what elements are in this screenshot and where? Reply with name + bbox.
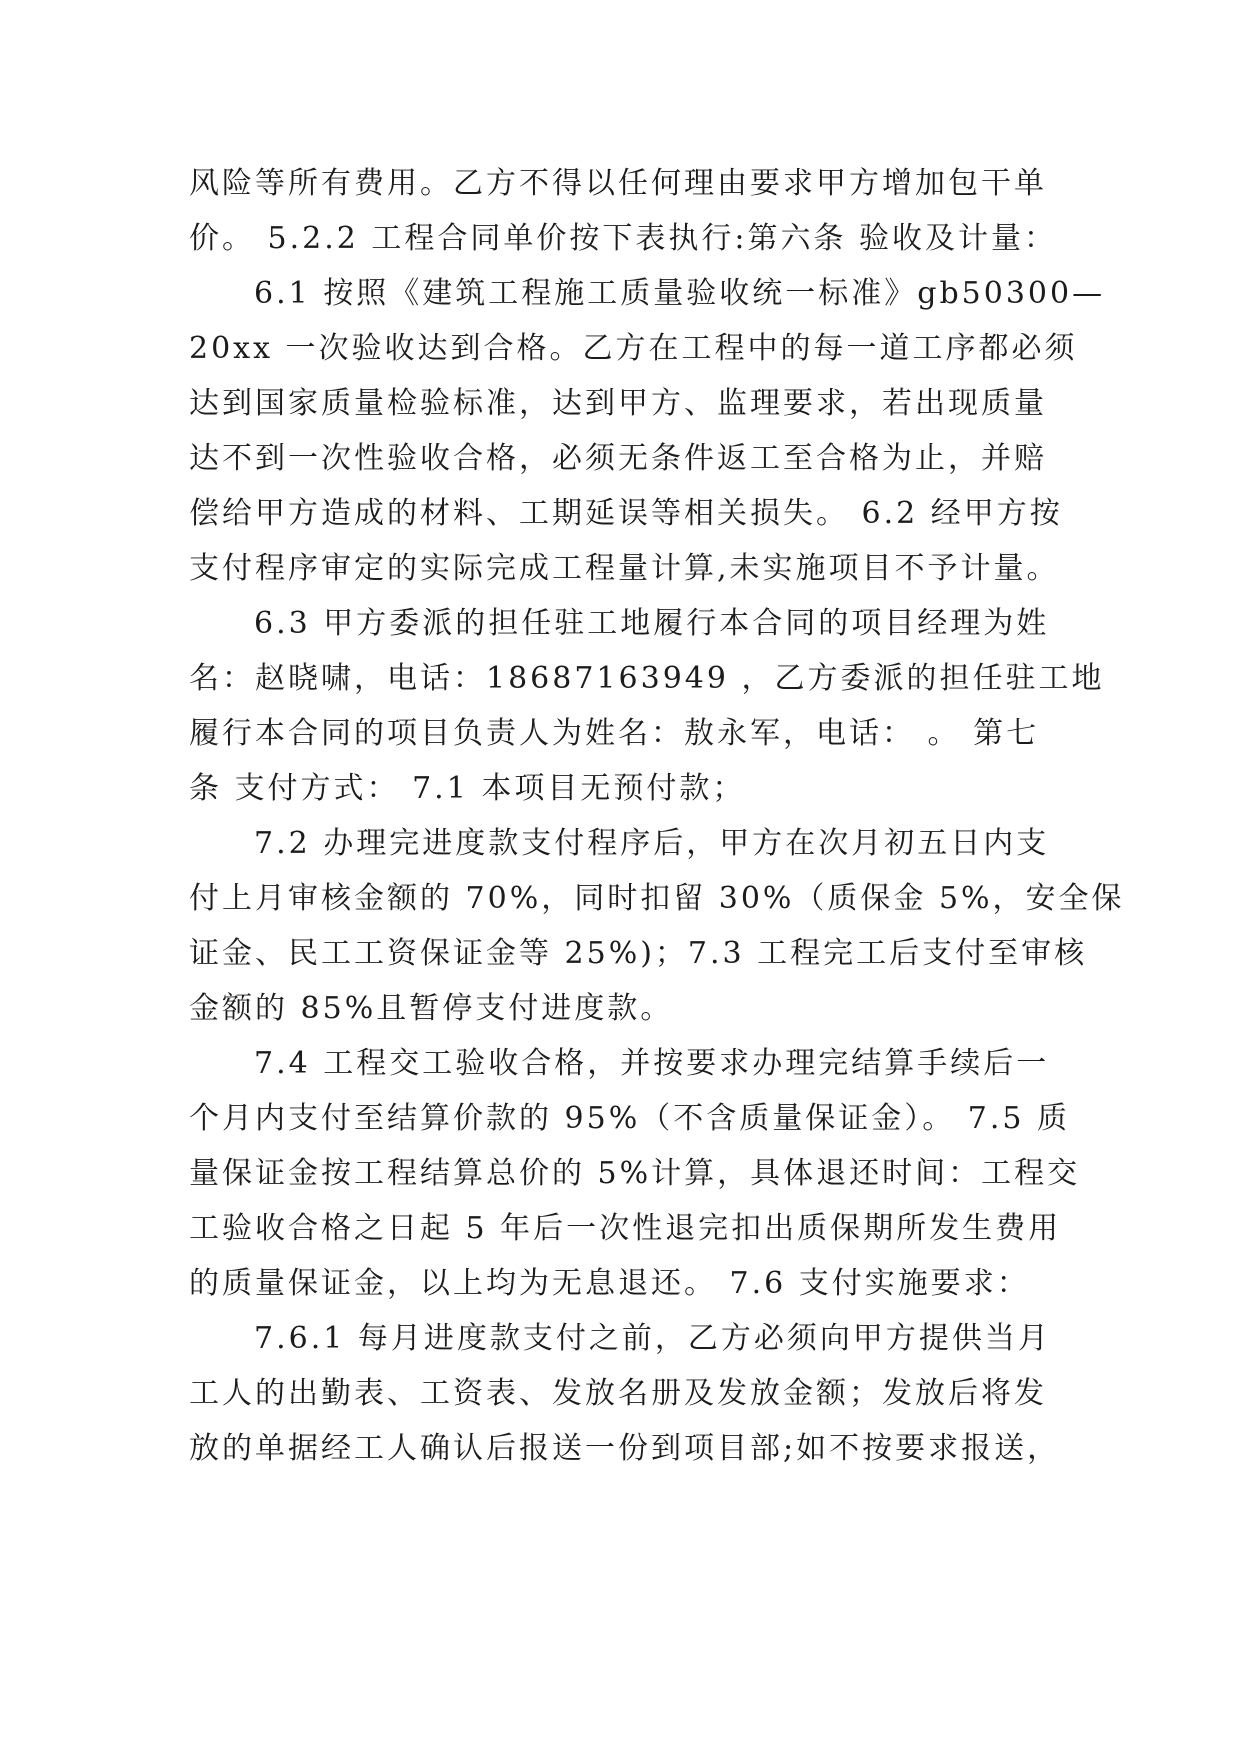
text-line: 风险等所有费用。乙方不得以任何理由要求甲方增加包干单 <box>189 166 1047 201</box>
text-line: 7.6.1 每月进度款支付之前，乙方必须向甲方提供当月 <box>254 1321 1051 1356</box>
text-line: 20xx 一次验收达到合格。乙方在工程中的每一道工序都必须 <box>189 331 1078 366</box>
text-line: 支付程序审定的实际完成工程量计算,未实施项目不予计量。 <box>189 551 1060 586</box>
text-line: 6.3 甲方委派的担任驻工地履行本合同的项目经理为姓 <box>254 606 1050 641</box>
text-line: 达到国家质量检验标准，达到甲方、监理要求，若出现质量 <box>189 386 1047 421</box>
text-line: 金额的 85%且暂停支付进度款。 <box>189 991 674 1026</box>
text-line: 付上月审核金额的 70%，同时扣留 30%（质保金 5%，安全保 <box>189 881 1125 916</box>
text-line: 偿给甲方造成的材料、工期延误等相关损失。 6.2 经甲方按 <box>189 496 1063 531</box>
text-line: 量保证金按工程结算总价的 5%计算，具体退还时间：工程交 <box>189 1156 1081 1191</box>
text-line: 工验收合格之日起 5 年后一次性退完扣出质保期所发生费用 <box>189 1211 1062 1246</box>
text-line: 条 支付方式： 7.1 本项目无预付款； <box>189 771 746 806</box>
text-line: 达不到一次性验收合格，必须无条件返工至合格为止，并赔 <box>189 441 1047 476</box>
text-line: 6.1 按照《建筑工程施工质量验收统一标准》gb50300— <box>254 276 1106 311</box>
text-line: 工人的出勤表、工资表、发放名册及发放金额；发放后将发 <box>189 1376 1047 1411</box>
text-line: 的质量保证金，以上均为无息退还。 7.6 支付实施要求： <box>189 1266 1030 1301</box>
text-line: 7.2 办理完进度款支付程序后，甲方在次月初五日内支 <box>254 826 1050 861</box>
text-line: 价。 5.2.2 工程合同单价按下表执行:第六条 验收及计量： <box>189 221 1058 256</box>
text-line: 放的单据经工人确认后报送一份到项目部;如不按要求报送， <box>189 1431 1061 1466</box>
text-line: 证金、民工工资保证金等 25%)；7.3 工程完工后支付至审核 <box>189 936 1088 971</box>
text-line: 名：赵晓啸，电话：18687163949 ，乙方委派的担任驻工地 <box>189 661 1105 696</box>
text-line: 个月内支付至结算价款的 95%（不含质量保证金）。 7.5 质 <box>189 1101 1070 1136</box>
document-body <box>189 156 1125 1476</box>
text-line: 7.4 工程交工验收合格，并按要求办理完结算手续后一 <box>254 1046 1050 1081</box>
text-line: 履行本合同的项目负责人为姓名：敖永军，电话： 。 第七 <box>189 716 1040 751</box>
